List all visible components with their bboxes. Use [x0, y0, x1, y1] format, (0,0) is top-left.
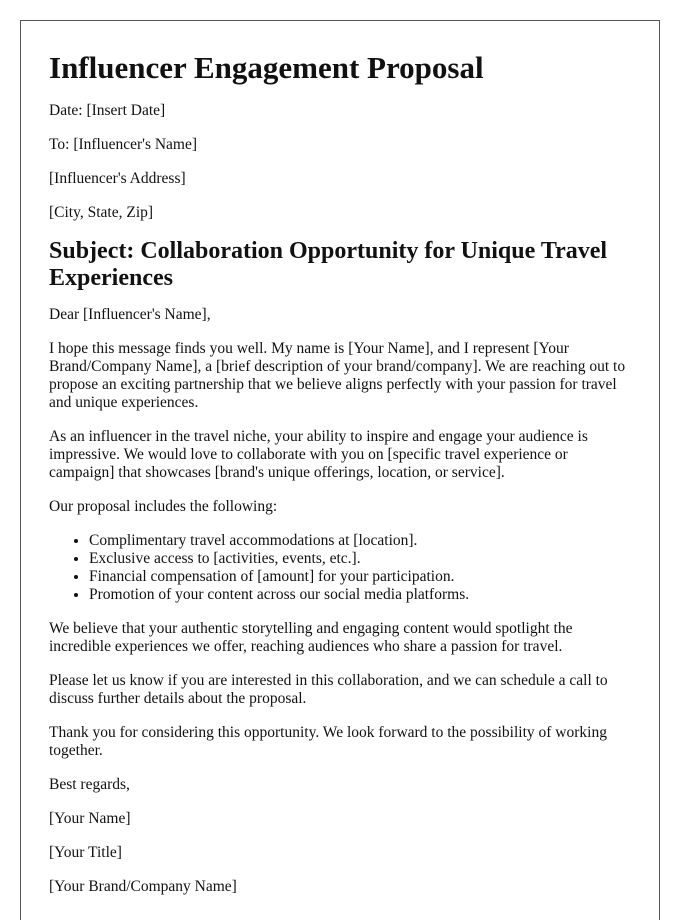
- document-title: Influencer Engagement Proposal: [49, 50, 484, 85]
- salutation: Dear [Influencer's Name],: [49, 306, 211, 323]
- signature-name: [Your Name]: [49, 810, 131, 827]
- signature-company: [Your Brand/Company Name]: [49, 878, 237, 895]
- letter-page: [20, 20, 660, 920]
- request-paragraph: Please let us know if you are interested in this collaboration, and we can schedule a call to discuss further details about the proposal.: [49, 672, 608, 707]
- date-line: Date: [Insert Date]: [49, 102, 166, 119]
- subject-heading: Subject: Collaboration Opportunity for Unique Travel Experiences: [49, 238, 608, 291]
- proposal-list: [49, 532, 631, 604]
- intro-paragraph: I hope this message finds you well. My name is [Your Name], and I represent [Your Brand/Company Name], a [brief description of your brand/company]. We are reaching out to propose an exciting partnership that we believe aligns perfectly with your passion for travel and unique experiences.: [49, 340, 626, 411]
- signature-title: [Your Title]: [49, 844, 122, 861]
- proposal-item: • Exclusive access to [activities, events, etc.].: [89, 550, 631, 568]
- belief-paragraph: We believe that your authentic storytelling and engaging content would spotlight the incredible experiences we offer, reaching audiences who share a passion for travel.: [49, 620, 573, 655]
- city-state-zip-line: [City, State, Zip]: [49, 204, 154, 221]
- recipient-line: To: [Influencer's Name]: [49, 136, 198, 153]
- proposal-item: • Promotion of your content across our social media platforms.: [89, 586, 631, 604]
- proposal-item: • Financial compensation of [amount] for your participation.: [89, 568, 631, 586]
- thanks-paragraph: Thank you for considering this opportunity. We look forward to the possibility of working together.: [49, 724, 607, 759]
- closing-line: Best regards,: [49, 776, 130, 793]
- influencer-paragraph: As an influencer in the travel niche, your ability to inspire and engage your audience is impressive. We would love to collaborate with you on [specific travel experience or campaign] that showcases [brand's unique offerings, location, or service].: [49, 428, 588, 481]
- proposal-intro: Our proposal includes the following:: [49, 498, 278, 515]
- address-line: [Influencer's Address]: [49, 170, 186, 187]
- proposal-item: • Complimentary travel accommodations at [location].: [89, 532, 631, 550]
